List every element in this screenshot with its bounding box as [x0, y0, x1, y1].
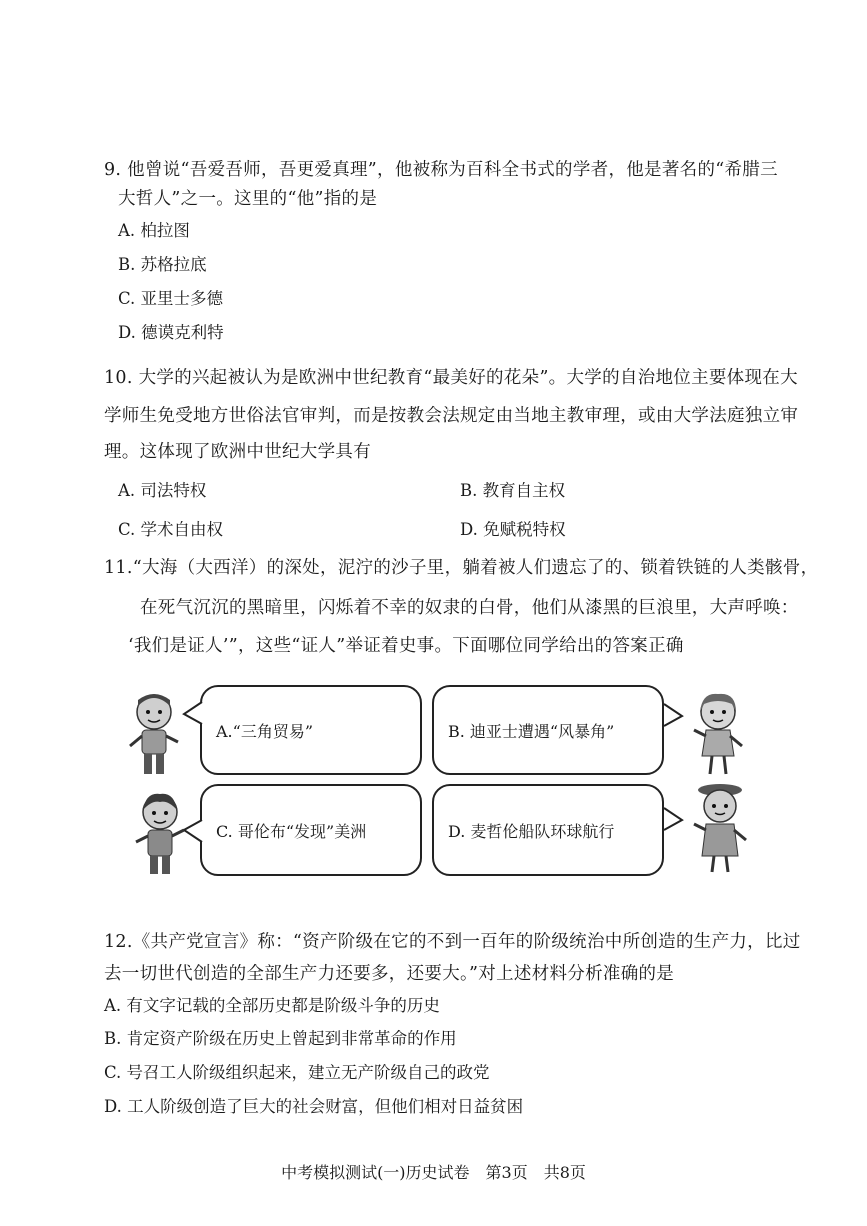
q10-option-a: A. 司法特权: [118, 481, 207, 500]
q9-option-b: B. 苏格拉底: [118, 255, 207, 274]
bubble-b: [432, 685, 664, 775]
bubble-b-tail: [662, 702, 684, 728]
q10-option-b: B. 教育自主权: [460, 481, 566, 500]
bubble-a-tail: [182, 700, 204, 726]
bubble-a-text: A.“三角贸易”: [216, 721, 314, 741]
q12-option-c: C. 号召工人阶级组织起来，建立无产阶级自己的政党: [104, 1063, 490, 1082]
student-b-illustration: [690, 690, 746, 780]
q12-option-a: A. 有文字记载的全部历史都是阶级斗争的历史: [104, 996, 440, 1015]
q9-stem-line1: 9. 他曾说“吾爱吾师，吾更爱真理”，他被称为百科全书式的学者，他是著名的“希腊三: [104, 160, 778, 180]
q9-option-d: D. 德谟克利特: [118, 323, 224, 342]
page-footer: 中考模拟测试(一)历史试卷 第3页 共8页: [281, 1163, 586, 1182]
q11-stem-line2: 在死气沉沉的黑暗里，闪烁着不幸的奴隶的白骨，他们从漆黑的巨浪里，大声呼唤：: [140, 598, 799, 618]
student-a-illustration: [126, 690, 182, 780]
bubble-d-tail: [662, 806, 684, 832]
q10-stem-line2: 学师生免受地方世俗法官审判，而是按教会法规定由当地主教审理，或由大学法庭独立审: [104, 406, 799, 426]
q12-option-d: D. 工人阶级创造了巨大的社会财富，但他们相对日益贫困: [104, 1097, 524, 1116]
bubble-c-text: C. 哥伦布“发现”美洲: [216, 821, 367, 841]
q10-stem-line1: 10. 大学的兴起被认为是欧洲中世纪教育“最美好的花朵”。大学的自治地位主要体现在大: [104, 368, 798, 388]
q10-stem-line3: 理。这体现了欧洲中世纪大学具有: [104, 442, 371, 462]
bubble-a: [200, 685, 422, 775]
bubble-d: [432, 784, 664, 876]
q12-stem-line2: 去一切世代创造的全部生产力还要多，还要大。”对上述材料分析准确的是: [104, 964, 675, 984]
q10-option-d: D. 免赋税特权: [460, 520, 566, 539]
q9-stem-line2: 大哲人”之一。这里的“他”指的是: [118, 189, 378, 209]
q12-stem-line1: 12.《共产党宣言》称：“资产阶级在它的不到一百年的阶级统治中所创造的生产力，比过: [104, 932, 801, 952]
student-d-illustration: [690, 780, 750, 876]
q12-option-b: B. 肯定资产阶级在历史上曾起到非常革命的作用: [104, 1029, 457, 1048]
bubble-d-text: D. 麦哲伦船队环球航行: [448, 821, 615, 841]
q9-option-c: C. 亚里士多德: [118, 289, 224, 308]
bubble-c: [200, 784, 422, 876]
bubble-b-text: B. 迪亚士遭遇“风暴角”: [448, 721, 615, 741]
q11-stem-line3: ‘我们是证人’”，这些“证人”举证着史事。下面哪位同学给出的答案正确: [128, 636, 684, 656]
student-c-illustration: [132, 790, 188, 880]
q11-stem-line1: 11.“大海（大西洋）的深处，泥泞的沙子里，躺着被人们遗忘了的、锁着铁链的人类骸骨，: [104, 558, 819, 578]
q10-option-c: C. 学术自由权: [118, 520, 224, 539]
q9-option-a: A. 柏拉图: [118, 221, 190, 240]
